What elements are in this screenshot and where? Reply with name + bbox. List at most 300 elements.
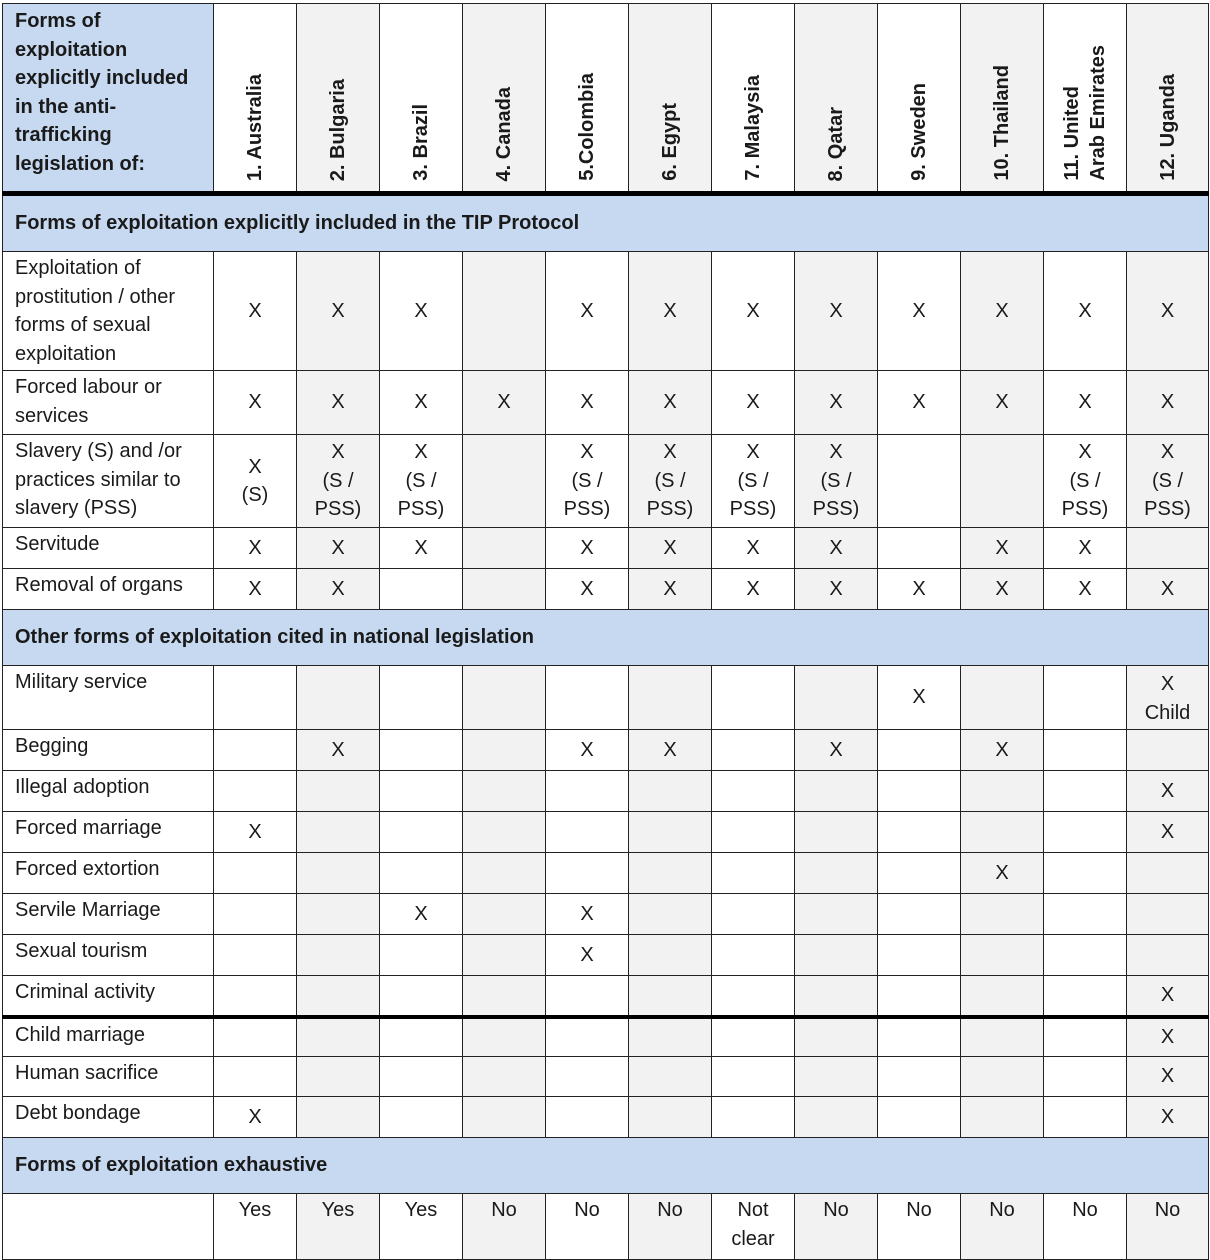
table-cell [629, 853, 712, 894]
row-label: Forced labour or services [3, 371, 214, 435]
cell-text: X [746, 577, 760, 600]
table-cell [380, 812, 463, 853]
table-cell [1044, 894, 1127, 935]
row-label: Illegal adoption [3, 771, 214, 812]
row-label: Sexual tourism [3, 935, 214, 976]
cell-text: X [829, 536, 843, 559]
table-cell [214, 528, 297, 569]
table-cell [463, 1057, 546, 1097]
cell-text: X [829, 299, 843, 322]
table-row [3, 252, 1209, 371]
table-cell [214, 894, 297, 935]
row-label: Debt bondage [3, 1097, 214, 1138]
table-row [3, 435, 1209, 528]
table-cell [961, 528, 1044, 569]
cell-text: X [1078, 299, 1092, 322]
cell-text: Yes [321, 1199, 355, 1221]
row-label [3, 1194, 214, 1260]
row-label: Criminal activity [3, 976, 214, 1017]
table-cell [214, 730, 297, 771]
country-name: 5.Colombia [576, 73, 598, 181]
row-label: Human sacrifice [3, 1057, 214, 1097]
table-cell [1044, 812, 1127, 853]
table-cell [1044, 666, 1127, 730]
table-cell [795, 894, 878, 935]
table-row [3, 771, 1209, 812]
cell-text: (S / [322, 469, 354, 492]
table-cell [297, 976, 380, 1017]
cell-text: X [663, 441, 677, 464]
table-cell [712, 935, 795, 976]
table-row [3, 730, 1209, 771]
row-label: Military service [3, 666, 214, 730]
cell-text: Not [737, 1199, 769, 1221]
table-cell [878, 569, 961, 610]
cell-text: X [829, 577, 843, 600]
table-row [3, 812, 1209, 853]
table-cell [214, 1017, 297, 1057]
table-cell [961, 853, 1044, 894]
cell-text: No [823, 1199, 849, 1221]
cell-text: X [331, 738, 345, 761]
table-cell [795, 730, 878, 771]
table-cell [712, 1097, 795, 1138]
table-cell [463, 853, 546, 894]
table-cell [795, 935, 878, 976]
table-cell [546, 771, 629, 812]
cell-text: X [912, 686, 926, 709]
table-cell [712, 569, 795, 610]
cell-text: X [1160, 673, 1175, 695]
table-cell [297, 771, 380, 812]
cell-text: X [580, 738, 594, 761]
table-row [3, 894, 1209, 935]
cell-text: (S / [654, 469, 686, 492]
row-label: Removal of organs [3, 569, 214, 610]
section-title: Forms of exploitation explicitly included in the TIP Protocol [3, 194, 1209, 252]
table-cell [629, 935, 712, 976]
cell-text: (S / [1069, 469, 1101, 492]
table-cell [1044, 371, 1127, 435]
table-cell [1127, 771, 1209, 812]
table-cell [297, 894, 380, 935]
table-cell [1127, 812, 1209, 853]
cell-text: X [663, 536, 677, 559]
table-cell [1044, 1194, 1127, 1260]
table-cell [214, 252, 297, 371]
country-name: 6. Egypt [659, 103, 681, 181]
table-cell [878, 1057, 961, 1097]
cell-text: X [1160, 984, 1175, 1006]
table-cell [961, 569, 1044, 610]
table-cell [629, 569, 712, 610]
table-cell [878, 435, 961, 528]
cell-text: X [1160, 391, 1175, 414]
section-header-row [3, 1138, 1209, 1194]
table-cell [546, 252, 629, 371]
country-name: 1. Australia [244, 73, 266, 181]
country-header [546, 4, 629, 194]
table-cell [878, 771, 961, 812]
table-cell [297, 1017, 380, 1057]
country-header [878, 4, 961, 194]
cell-text: (S / [1151, 469, 1184, 492]
table-cell [1044, 771, 1127, 812]
row-label: Slavery (S) and /or practices similar to slavery (PSS) [3, 435, 214, 528]
cell-text: No [1154, 1199, 1181, 1221]
table-row [3, 569, 1209, 610]
cell-text: X [912, 299, 926, 322]
table-row [3, 1194, 1209, 1260]
cell-text: X [414, 391, 428, 414]
table-cell [629, 1057, 712, 1097]
cell-text: X [580, 943, 594, 966]
cell-text: X [580, 577, 594, 600]
table-cell [629, 1194, 712, 1260]
table-cell [878, 1194, 961, 1260]
table-cell [1127, 1194, 1209, 1260]
table-cell [961, 894, 1044, 935]
table-cell [1127, 1017, 1209, 1057]
table-cell [712, 976, 795, 1017]
table-cell [961, 1097, 1044, 1138]
country-header [712, 4, 795, 194]
section-header-row [3, 194, 1209, 252]
cell-text: X [1160, 820, 1175, 843]
cell-text: X [1078, 536, 1092, 559]
cell-text: X [497, 391, 511, 414]
cell-text: PSS) [1061, 498, 1109, 521]
table-cell [961, 371, 1044, 435]
cell-text: X [995, 577, 1009, 600]
table-cell [214, 976, 297, 1017]
table-cell [297, 1057, 380, 1097]
cell-text: X [580, 441, 594, 464]
cell-text: Yes [404, 1199, 438, 1221]
cell-text: X [1160, 299, 1175, 322]
table-cell [1127, 528, 1209, 569]
cell-text: Child [1144, 701, 1191, 724]
table-cell [1044, 528, 1127, 569]
table-cell [297, 252, 380, 371]
table-cell [380, 771, 463, 812]
table-cell [463, 894, 546, 935]
table-cell [795, 252, 878, 371]
cell-text: No [574, 1199, 600, 1221]
table-cell [961, 435, 1044, 528]
cell-text: PSS) [646, 498, 694, 521]
header-row [3, 4, 1209, 194]
table-cell [878, 1017, 961, 1057]
table-cell [795, 666, 878, 730]
table-cell [795, 371, 878, 435]
table-cell [297, 666, 380, 730]
table-cell [712, 528, 795, 569]
cell-text: (S / [820, 469, 852, 492]
cell-text: X [248, 299, 262, 322]
country-name: 2. Bulgaria [327, 78, 349, 181]
row-label: Servile Marriage [3, 894, 214, 935]
table-row [3, 853, 1209, 894]
cell-text: X [331, 536, 345, 559]
table-cell [712, 435, 795, 528]
table-cell [380, 371, 463, 435]
table-cell [1044, 1097, 1127, 1138]
table-cell [961, 935, 1044, 976]
cell-text: X [663, 577, 677, 600]
cell-text: X [1160, 1026, 1175, 1048]
table-cell [712, 771, 795, 812]
table-cell [463, 730, 546, 771]
table-cell [463, 771, 546, 812]
cell-text: X [995, 299, 1009, 322]
table-cell [1127, 730, 1209, 771]
table-cell [380, 976, 463, 1017]
table-cell [1044, 252, 1127, 371]
table-cell [878, 252, 961, 371]
table-cell [380, 666, 463, 730]
cell-text: X [829, 441, 843, 464]
table-cell [546, 435, 629, 528]
table-cell [214, 771, 297, 812]
table-row [3, 935, 1209, 976]
table-cell [380, 528, 463, 569]
cell-text: X [1160, 1065, 1175, 1088]
table-row [3, 371, 1209, 435]
table-cell [463, 812, 546, 853]
table-cell [795, 528, 878, 569]
cell-text: PSS) [563, 498, 611, 521]
country-header [380, 4, 463, 194]
table-cell [629, 894, 712, 935]
table-cell [795, 569, 878, 610]
table-cell [546, 1017, 629, 1057]
table-cell [629, 528, 712, 569]
table-cell [1127, 1057, 1209, 1097]
table-cell [1127, 935, 1209, 976]
table-row [3, 976, 1209, 1017]
country-header [961, 4, 1044, 194]
country-header [629, 4, 712, 194]
cell-text: X [414, 536, 428, 559]
table-cell [297, 730, 380, 771]
table-cell [546, 666, 629, 730]
country-header [297, 4, 380, 194]
cell-text: Yes [238, 1199, 272, 1221]
cell-text: X [663, 391, 677, 414]
table-cell [380, 935, 463, 976]
cell-text: No [906, 1199, 932, 1221]
cell-text: X [912, 391, 926, 414]
table-cell [1044, 569, 1127, 610]
country-header [214, 4, 297, 194]
table-cell [546, 1057, 629, 1097]
cell-text: X [663, 738, 677, 761]
country-header [795, 4, 878, 194]
cell-text: (S) [241, 484, 269, 506]
table-cell [1044, 935, 1127, 976]
table-cell [297, 569, 380, 610]
table-cell [961, 812, 1044, 853]
table-cell [795, 771, 878, 812]
section-header-row [3, 610, 1209, 666]
table-cell [297, 935, 380, 976]
table-cell [1044, 435, 1127, 528]
cell-text: PSS) [314, 498, 362, 521]
table-cell [712, 252, 795, 371]
country-name: 4. Canada [493, 86, 515, 181]
table-cell [1044, 1057, 1127, 1097]
table-cell [380, 569, 463, 610]
cell-text: X [1160, 441, 1175, 464]
table-cell [629, 771, 712, 812]
cell-text: X [248, 1105, 262, 1128]
table-cell [712, 1017, 795, 1057]
table-cell [629, 252, 712, 371]
table-cell [297, 371, 380, 435]
cell-text: X [248, 455, 262, 478]
table-cell [878, 666, 961, 730]
table-cell [795, 1017, 878, 1057]
section-title: Forms of exploitation exhaustive [3, 1138, 1209, 1194]
table-cell [1044, 853, 1127, 894]
table-cell [463, 1017, 546, 1057]
cell-text: X [1078, 391, 1092, 414]
cell-text: X [912, 577, 926, 600]
table-cell [1127, 666, 1209, 730]
table-cell [629, 666, 712, 730]
cell-text: No [657, 1199, 683, 1221]
table-cell [297, 1097, 380, 1138]
country-name: 12. Uganda [1156, 74, 1179, 181]
table-cell [297, 1194, 380, 1260]
table-cell [712, 812, 795, 853]
table-cell [712, 1057, 795, 1097]
cell-text: X [1078, 441, 1092, 464]
cell-text: X [995, 861, 1009, 884]
cell-text: (S / [571, 469, 603, 492]
cell-text: PSS) [812, 498, 860, 521]
cell-text: X [995, 391, 1009, 414]
cell-text: X [1160, 779, 1175, 802]
cell-text: X [1160, 1105, 1175, 1128]
table-cell [380, 252, 463, 371]
table-cell [961, 730, 1044, 771]
table-cell [380, 1097, 463, 1138]
table-cell [1044, 1017, 1127, 1057]
table-cell [878, 528, 961, 569]
cell-text: X [580, 536, 594, 559]
country-name: 9. Sweden [908, 83, 930, 181]
cell-text: X [580, 902, 594, 925]
row-label: Child marriage [3, 1017, 214, 1057]
table-row [3, 666, 1209, 730]
cell-text: PSS) [397, 498, 445, 521]
cell-text: X [995, 536, 1009, 559]
cell-text: (S / [405, 469, 437, 492]
table-cell [878, 976, 961, 1017]
cell-text: (S / [737, 469, 769, 492]
table-cell [546, 1194, 629, 1260]
cell-text: X [331, 441, 345, 464]
cell-text: X [248, 391, 262, 414]
cell-text: X [1078, 577, 1092, 600]
table-cell [712, 853, 795, 894]
table-cell [546, 812, 629, 853]
table-cell [546, 976, 629, 1017]
table-cell [546, 371, 629, 435]
cell-text: X [746, 391, 760, 414]
table-cell [214, 1097, 297, 1138]
table-cell [214, 935, 297, 976]
table-row [3, 1097, 1209, 1138]
table-cell [463, 569, 546, 610]
table-cell [1044, 730, 1127, 771]
cell-text: X [331, 577, 345, 600]
section-title: Other forms of exploitation cited in national legislation [3, 610, 1209, 666]
row-label: Exploitation of prostitution / other forms of sexual exploitation [3, 252, 214, 371]
row-label: Servitude [3, 528, 214, 569]
table-cell [1127, 252, 1209, 371]
cell-text: X [829, 738, 843, 761]
table-cell [380, 1194, 463, 1260]
row-label: Forced marriage [3, 812, 214, 853]
cell-text: X [663, 299, 677, 322]
cell-text: X [580, 391, 594, 414]
cell-text: X [331, 391, 345, 414]
table-cell [1127, 371, 1209, 435]
cell-text: X [1160, 577, 1175, 600]
table-cell [214, 666, 297, 730]
table-cell [463, 976, 546, 1017]
cell-text: PSS) [729, 498, 777, 521]
cell-text: X [248, 577, 262, 600]
table-cell [795, 1194, 878, 1260]
cell-text: clear [731, 1227, 775, 1250]
table-cell [380, 894, 463, 935]
table-cell [878, 894, 961, 935]
table-cell [629, 1017, 712, 1057]
cell-text: X [414, 441, 428, 464]
table-cell [463, 435, 546, 528]
table-cell [961, 976, 1044, 1017]
table-cell [629, 435, 712, 528]
table-cell [629, 1097, 712, 1138]
country-header [463, 4, 546, 194]
table-cell [961, 1194, 1044, 1260]
table-cell [214, 435, 297, 528]
row-label: Begging [3, 730, 214, 771]
table-cell [380, 853, 463, 894]
table-cell [1127, 1097, 1209, 1138]
table-cell [546, 528, 629, 569]
table-cell [546, 569, 629, 610]
table-cell [463, 935, 546, 976]
table-cell [795, 435, 878, 528]
table-cell [546, 730, 629, 771]
country-name: 10. Thailand [991, 65, 1013, 181]
cell-text: No [989, 1199, 1015, 1221]
table-cell [878, 935, 961, 976]
table-cell [380, 730, 463, 771]
table-cell [712, 371, 795, 435]
table-cell [380, 1017, 463, 1057]
country-header [1044, 4, 1127, 194]
table-cell [1127, 435, 1209, 528]
table-cell [546, 1097, 629, 1138]
cell-text: X [331, 299, 345, 322]
table-cell [214, 569, 297, 610]
